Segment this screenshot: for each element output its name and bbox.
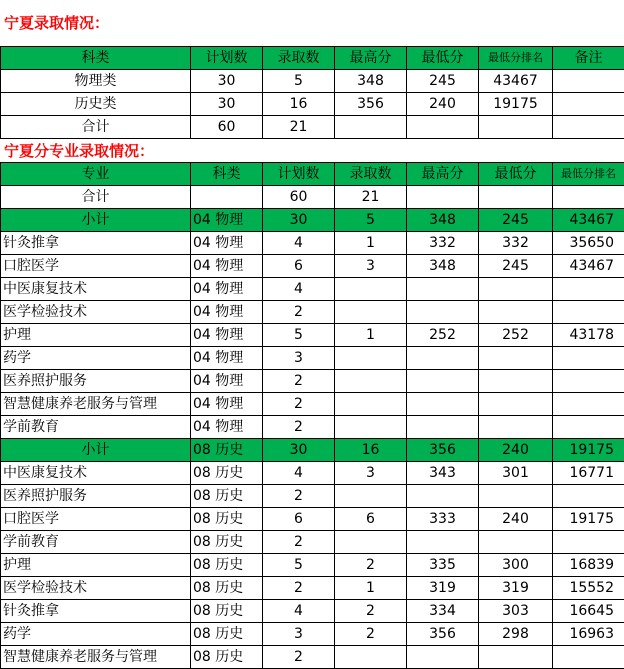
column-header: 计划数 — [263, 163, 335, 186]
table-cell — [553, 116, 624, 139]
column-header: 计划数 — [191, 47, 263, 70]
table-cell: 303 — [479, 600, 553, 623]
major-cell: 智慧健康养老服务与管理 — [1, 646, 191, 669]
table-cell: 30 — [263, 209, 335, 232]
table-cell: 2 — [335, 554, 407, 577]
table-cell: 08 历史 — [191, 577, 263, 600]
table-cell: 2 — [335, 600, 407, 623]
table-cell: 4 — [263, 462, 335, 485]
major-cell: 中医康复技术 — [1, 462, 191, 485]
major-cell: 学前教育 — [1, 416, 191, 439]
table-cell: 300 — [479, 554, 553, 577]
table-cell: 43178 — [553, 324, 624, 347]
table-cell: 4 — [263, 278, 335, 301]
table-cell: 1 — [335, 324, 407, 347]
table-cell: 5 — [263, 70, 335, 93]
table-row — [1, 416, 624, 439]
table-cell: 08 历史 — [191, 508, 263, 531]
table-cell: 35650 — [553, 232, 624, 255]
column-header: 最低分 — [479, 163, 553, 186]
table-row — [1, 116, 624, 139]
table-row — [1, 623, 624, 646]
table-cell: 5 — [263, 554, 335, 577]
table-cell: 348 — [335, 70, 407, 93]
table-row — [1, 462, 624, 485]
table-cell: 43467 — [553, 255, 624, 278]
table-cell — [191, 186, 263, 209]
table-cell — [407, 485, 479, 508]
table-cell: 2 — [263, 531, 335, 554]
table-cell — [553, 370, 624, 393]
table-cell: 252 — [479, 324, 553, 347]
major-cell: 医养照护服务 — [1, 370, 191, 393]
table-cell: 3 — [335, 255, 407, 278]
table-cell: 04 物理 — [191, 232, 263, 255]
section1-title: 宁夏录取情况： — [4, 14, 110, 32]
table-cell: 3 — [263, 623, 335, 646]
table-cell: 16839 — [553, 554, 624, 577]
table-cell: 04 物理 — [191, 278, 263, 301]
table-cell — [479, 186, 553, 209]
table-cell: 332 — [479, 232, 553, 255]
table-row — [1, 93, 624, 116]
table-cell: 245 — [479, 209, 553, 232]
table-cell: 240 — [407, 93, 479, 116]
table-cell — [553, 70, 624, 93]
table-cell: 04 物理 — [191, 209, 263, 232]
table-row — [1, 324, 624, 347]
table-cell: 356 — [407, 623, 479, 646]
major-cell: 口腔医学 — [1, 508, 191, 531]
table-cell — [479, 646, 553, 669]
table-cell: 4 — [263, 600, 335, 623]
table-cell: 2 — [263, 393, 335, 416]
major-cell: 护理 — [1, 554, 191, 577]
table-row — [1, 531, 624, 554]
table-cell: 04 物理 — [191, 370, 263, 393]
table-cell — [335, 370, 407, 393]
table-cell: 30 — [191, 70, 263, 93]
table-cell: 2 — [263, 577, 335, 600]
table-cell: 合计 — [1, 116, 191, 139]
table-cell — [335, 116, 407, 139]
table-cell — [479, 370, 553, 393]
table-cell — [553, 186, 624, 209]
table-cell: 2 — [263, 485, 335, 508]
table-cell: 2 — [263, 301, 335, 324]
major-admission-table — [0, 162, 624, 669]
table-cell: 6 — [263, 508, 335, 531]
table-cell: 319 — [479, 577, 553, 600]
table-cell — [479, 393, 553, 416]
table-cell: 19175 — [553, 508, 624, 531]
table-row — [1, 347, 624, 370]
major-cell: 针灸推拿 — [1, 600, 191, 623]
table-cell: 04 物理 — [191, 347, 263, 370]
table-cell — [553, 347, 624, 370]
table-cell: 343 — [407, 462, 479, 485]
table-cell: 2 — [263, 646, 335, 669]
table-row — [1, 508, 624, 531]
table-cell: 2 — [263, 370, 335, 393]
major-cell: 智慧健康养老服务与管理 — [1, 393, 191, 416]
table-row — [1, 577, 624, 600]
table-cell — [553, 93, 624, 116]
table-cell: 252 — [407, 324, 479, 347]
table-cell: 04 物理 — [191, 255, 263, 278]
table-cell: 08 历史 — [191, 554, 263, 577]
table-cell: 08 历史 — [191, 600, 263, 623]
table-row — [1, 70, 624, 93]
column-header: 最高分 — [407, 163, 479, 186]
table-row — [1, 485, 624, 508]
table-header-row — [1, 47, 624, 70]
column-header: 备注 — [553, 47, 624, 70]
table-cell: 30 — [263, 439, 335, 462]
major-cell: 医学检验技术 — [1, 577, 191, 600]
table-cell: 333 — [407, 508, 479, 531]
table-cell: 08 历史 — [191, 439, 263, 462]
table-cell: 332 — [407, 232, 479, 255]
column-header: 最低分排名 — [553, 163, 624, 186]
table-cell — [479, 278, 553, 301]
table-cell: 60 — [263, 186, 335, 209]
column-header: 最低分排名 — [479, 47, 553, 70]
table-cell: 08 历史 — [191, 623, 263, 646]
major-cell: 小计 — [1, 209, 191, 232]
table-cell — [553, 646, 624, 669]
admission-summary-table — [0, 46, 624, 139]
table-cell: 240 — [479, 439, 553, 462]
table-cell — [479, 116, 553, 139]
table-cell — [335, 416, 407, 439]
table-cell — [407, 416, 479, 439]
table-cell: 356 — [407, 439, 479, 462]
table-cell: 08 历史 — [191, 485, 263, 508]
table-cell — [553, 531, 624, 554]
table-cell: 240 — [479, 508, 553, 531]
major-cell: 护理 — [1, 324, 191, 347]
table-cell: 301 — [479, 462, 553, 485]
major-cell: 医学检验技术 — [1, 301, 191, 324]
table-cell: 08 历史 — [191, 531, 263, 554]
table-cell — [335, 531, 407, 554]
table-cell: 2 — [335, 623, 407, 646]
table-cell: 30 — [191, 93, 263, 116]
table-cell: 348 — [407, 209, 479, 232]
major-cell: 针灸推拿 — [1, 232, 191, 255]
table-cell: 21 — [263, 116, 335, 139]
table-cell: 1 — [335, 577, 407, 600]
table-cell: 60 — [191, 116, 263, 139]
table-cell — [335, 278, 407, 301]
table-cell — [407, 301, 479, 324]
major-cell: 药学 — [1, 623, 191, 646]
table-cell: 16963 — [553, 623, 624, 646]
table-cell: 1 — [335, 232, 407, 255]
column-header: 录取数 — [335, 163, 407, 186]
table-cell: 3 — [263, 347, 335, 370]
column-header: 科类 — [1, 47, 191, 70]
table-cell — [553, 416, 624, 439]
table-row — [1, 646, 624, 669]
table-cell — [335, 646, 407, 669]
major-cell: 药学 — [1, 347, 191, 370]
table-cell: 物理类 — [1, 70, 191, 93]
table-cell: 15552 — [553, 577, 624, 600]
table-cell — [553, 393, 624, 416]
table-cell — [407, 278, 479, 301]
table-header-row — [1, 163, 624, 186]
table-cell: 16 — [263, 93, 335, 116]
table-cell: 16771 — [553, 462, 624, 485]
table-cell — [479, 301, 553, 324]
table-cell — [407, 370, 479, 393]
table-cell: 04 物理 — [191, 393, 263, 416]
table-cell — [335, 301, 407, 324]
table-cell: 6 — [335, 508, 407, 531]
table-cell: 245 — [407, 70, 479, 93]
table-cell — [553, 301, 624, 324]
major-cell: 口腔医学 — [1, 255, 191, 278]
table-cell: 245 — [479, 255, 553, 278]
major-cell: 中医康复技术 — [1, 278, 191, 301]
table-cell — [335, 347, 407, 370]
table-cell: 19175 — [479, 93, 553, 116]
column-header: 专业 — [1, 163, 191, 186]
major-cell: 合计 — [1, 186, 191, 209]
table-cell — [479, 485, 553, 508]
table-cell: 6 — [263, 255, 335, 278]
major-cell: 医养照护服务 — [1, 485, 191, 508]
column-header: 最低分 — [407, 47, 479, 70]
table-cell — [407, 116, 479, 139]
table-cell: 43467 — [479, 70, 553, 93]
table-cell — [335, 393, 407, 416]
table-cell: 04 物理 — [191, 324, 263, 347]
table-cell: 43467 — [553, 209, 624, 232]
table-cell: 5 — [335, 209, 407, 232]
table-cell — [479, 416, 553, 439]
table-cell: 08 历史 — [191, 462, 263, 485]
table-cell — [553, 278, 624, 301]
table-cell: 5 — [263, 324, 335, 347]
table-cell: 04 物理 — [191, 301, 263, 324]
table-row — [1, 600, 624, 623]
column-header: 录取数 — [263, 47, 335, 70]
table-row — [1, 278, 624, 301]
table-row — [1, 232, 624, 255]
table-cell — [335, 485, 407, 508]
subtotal-row — [1, 439, 624, 462]
table-row — [1, 255, 624, 278]
table-row — [1, 301, 624, 324]
table-cell — [407, 347, 479, 370]
table-row — [1, 554, 624, 577]
table-cell: 历史类 — [1, 93, 191, 116]
table-cell: 16645 — [553, 600, 624, 623]
table-row — [1, 186, 624, 209]
table-cell: 19175 — [553, 439, 624, 462]
table-cell: 298 — [479, 623, 553, 646]
table-row — [1, 370, 624, 393]
table-cell: 04 物理 — [191, 416, 263, 439]
table-cell: 334 — [407, 600, 479, 623]
column-header: 科类 — [191, 163, 263, 186]
table-cell — [407, 531, 479, 554]
table-cell — [407, 393, 479, 416]
column-header: 最高分 — [335, 47, 407, 70]
table-cell: 348 — [407, 255, 479, 278]
table-cell: 16 — [335, 439, 407, 462]
table-cell: 3 — [335, 462, 407, 485]
table-cell: 335 — [407, 554, 479, 577]
major-cell: 小计 — [1, 439, 191, 462]
table-cell: 356 — [335, 93, 407, 116]
table-cell: 2 — [263, 416, 335, 439]
table-row — [1, 393, 624, 416]
section2-title: 宁夏分专业录取情况： — [4, 142, 155, 160]
table-cell — [479, 531, 553, 554]
subtotal-row — [1, 209, 624, 232]
table-cell: 4 — [263, 232, 335, 255]
table-cell: 08 历史 — [191, 646, 263, 669]
table-cell: 319 — [407, 577, 479, 600]
table-cell — [553, 485, 624, 508]
table-cell: 21 — [335, 186, 407, 209]
table-cell — [479, 347, 553, 370]
table-cell — [407, 186, 479, 209]
major-cell: 学前教育 — [1, 531, 191, 554]
table-cell — [407, 646, 479, 669]
